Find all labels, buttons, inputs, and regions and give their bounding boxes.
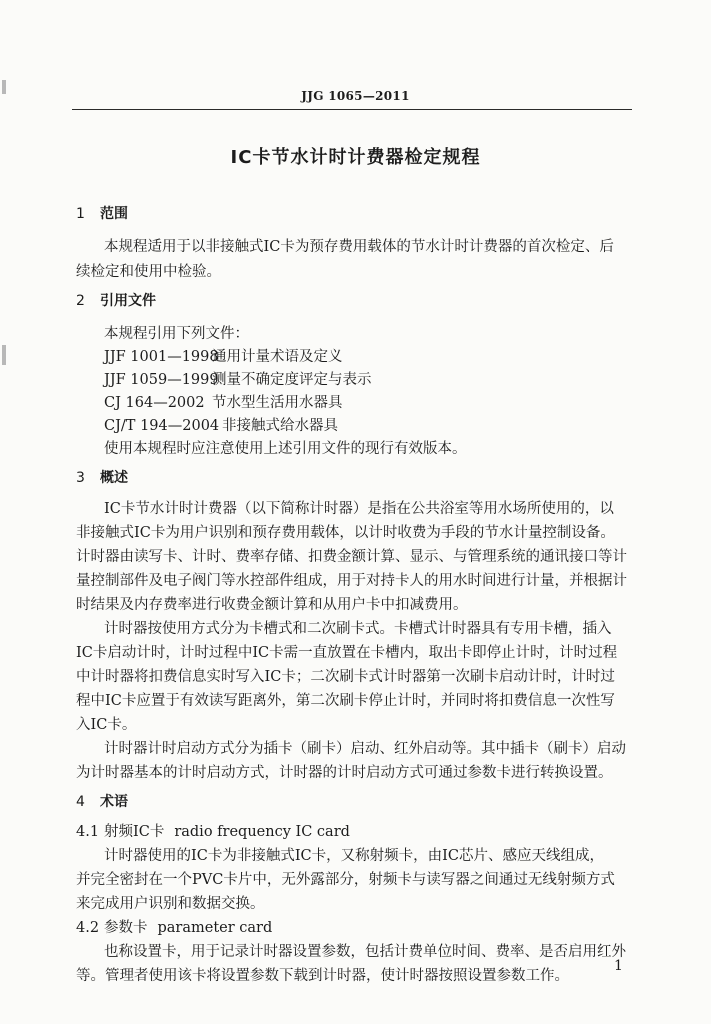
section-heading: 1 范围 [76,206,128,222]
term-heading: 4.1 射频IC卡 radio frequency IC card [76,824,350,840]
reference-item: JJF 1059—1999测量不确定度评定与表示 [104,372,372,388]
reference-item: CJ 164—2002 节水型生活用水器具 [104,395,343,411]
paragraph-line: 计时器计时启动方式分为插卡（刷卡）启动、红外启动等。其中插卡（刷卡）启动 [104,741,626,757]
header-rule [72,109,632,110]
paragraph-line: IC卡启动计时，计时过程中IC卡需一直放置在卡槽内，取出卡即停止计时，计时过程 [76,645,618,661]
paragraph-line: IC卡节水计时计费器（以下简称计时器）是指在公共浴室等用水场所使用的，以 [104,501,614,517]
scan-artifact [2,345,6,365]
paragraph-line: 本规程引用下列文件： [104,326,249,342]
reference-item: CJ/T 194—2004 非接触式给水器具 [104,418,338,434]
paragraph-line: 本规程适用于以非接触式IC卡为预存费用载体的节水计时计费器的首次检定、后 [104,239,614,255]
paragraph-line: 时结果及内存费率进行收费金额计算和从用户卡中扣减费用。 [76,597,468,613]
section-heading: 3 概述 [76,470,128,486]
section-heading: 4 术语 [76,794,128,810]
paragraph-line: 等。管理者使用该卡将设置参数下载到计时器，使计时器按照设置参数工作。 [76,968,569,984]
reference-item: JJF 1001—1998通用计量术语及定义 [104,349,343,365]
paragraph-line: 使用本规程时应注意使用上述引用文件的现行有效版本。 [104,441,467,457]
page-header: JJG 1065—2011 [301,89,410,103]
paragraph-line: 程中IC卡应置于有效读写距离外，第二次刷卡停止计时，并同时将扣费信息一次性写 [76,693,615,709]
paragraph-line: 计时器使用的IC卡为非接触式IC卡，又称射频卡，由IC芯片、感应天线组成， [104,848,604,864]
paragraph-line: 入IC卡。 [76,717,137,733]
paragraph-line: 计时器由读写卡、计时、费率存储、扣费金额计算、显示、与管理系统的通讯接口等计 [76,549,627,565]
paragraph-line: 也称设置卡，用于记录计时器设置参数，包括计费单位时间、费率、是否启用红外 [104,944,626,960]
paragraph-line: 并完全密封在一个PVC卡片中，无外露部分，射频卡与读写器之间通过无线射频方式 [76,872,615,888]
paragraph-line: 续检定和使用中检验。 [76,264,221,280]
page-number: 1 [614,958,623,974]
term-heading: 4.2 参数卡 parameter card [76,920,273,936]
section-heading: 2 引用文件 [76,293,156,309]
paragraph-line: 来完成用户识别和数据交换。 [76,896,265,912]
paragraph-line: 非接触式IC卡为用户识别和预存费用载体，以计时收费为手段的节水计量控制设备。 [76,525,615,541]
document-title: IC卡节水计时计费器检定规程 [230,147,481,168]
paragraph-line: 为计时器基本的计时启动方式，计时器的计时启动方式可通过参数卡进行转换设置。 [76,765,613,781]
paragraph-line: 量控制部件及电子阀门等水控部件组成，用于对持卡人的用水时间进行计量，并根据计 [76,573,627,589]
paragraph-line: 中计时器将扣费信息实时写入IC卡；二次刷卡式计时器第一次刷卡启动计时，计时过 [76,669,615,685]
paragraph-line: 计时器按使用方式分为卡槽式和二次刷卡式。卡槽式计时器具有专用卡槽，插入 [104,621,612,637]
